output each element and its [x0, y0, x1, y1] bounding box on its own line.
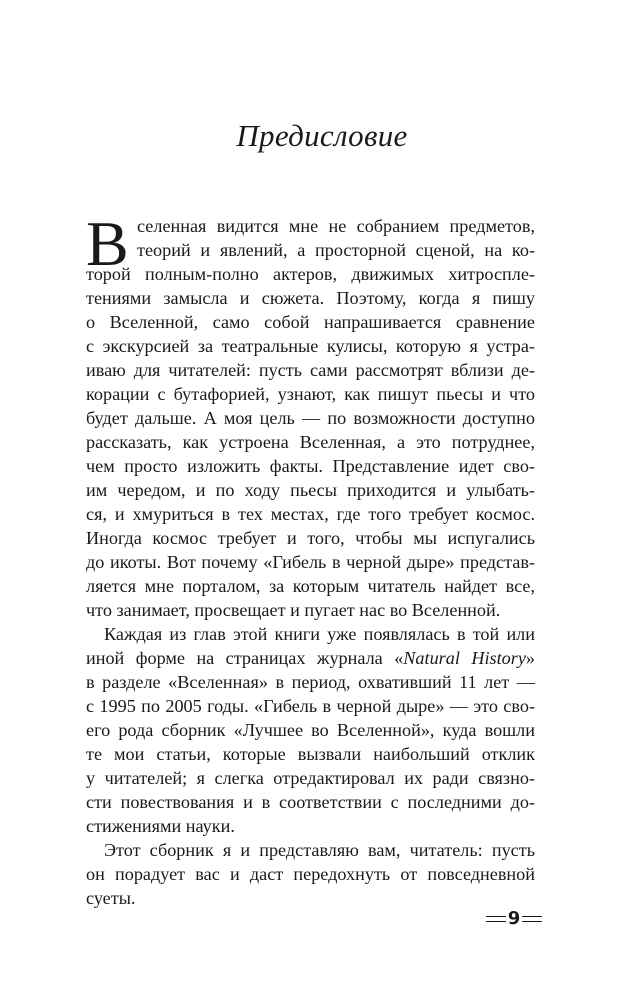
text-line: ся, и хмуриться в тех местах, где того требует космос. [86, 504, 535, 524]
page-number: 9 [507, 908, 521, 929]
text-line: Каждая из глав этой книги уже появлялась в той или [104, 624, 535, 644]
drop-cap-letter: В [86, 208, 129, 279]
text-line: иной форме на страницах журнала «Natural History» [86, 648, 535, 668]
text-line: корации с бутафорией, узнают, как пишут пьесы и что [86, 384, 535, 404]
text-line: Этот сборник я и представляю вам, читатель: пусть [104, 840, 535, 860]
text-line: суеты. [86, 888, 136, 908]
text-line: у читателей; я слегка отредактировал их ради связно- [86, 768, 535, 788]
text-line: торой полным-полно актеров, движимых хитроспле- [86, 264, 535, 284]
text-line: о Вселенной, само собой напрашивается сравнение [86, 312, 535, 332]
text-line: с экскурсией за театральные кулисы, которую я устра- [86, 336, 535, 356]
text-line: тениями замысла и сюжета. Поэтому, когда я пишу [86, 288, 535, 308]
text-line: чем просто изложить факты. Представление идет сво- [86, 456, 535, 476]
text-line: Иногда космос требует и того, чтобы мы испугались [86, 528, 535, 548]
text-line: его рода сборник «Лучшее во Вселенной», куда вошли [86, 720, 535, 740]
chapter-title: Предисловие [236, 118, 408, 153]
text-line: в разделе «Вселенная» в период, охвативший 11 лет — [86, 672, 535, 692]
text-line: рассказать, как устроена Вселенная, а это потруднее, [86, 432, 535, 452]
text-line: теорий и явлений, а просторной сценой, на ко- [137, 240, 535, 260]
text-line: селенная видится мне не собранием предметов, [137, 216, 535, 236]
text-line: что занимает, просвещает и пугает нас во Вселенной. [86, 600, 501, 620]
text-line: сти повествования и в соответствии с последними до- [86, 792, 535, 812]
text-line: стижениями науки. [86, 816, 235, 836]
text-line: ляется мне порталом, за которым читатель найдет все, [86, 576, 535, 596]
page-number-block [486, 906, 542, 932]
text-line: с 1995 по 2005 годы. «Гибель в черной дыре» — это сво- [86, 696, 535, 716]
text-line: иваю для читателей: пусть сами рассмотрят вблизи де- [86, 360, 535, 380]
text-line: до икоты. Вот почему «Гибель в черной дыре» представ- [86, 552, 535, 572]
text-line: те мои статьи, которые вызвали наибольший отклик [86, 744, 535, 764]
journal-name: Natural History [403, 648, 526, 668]
text-line: им чередом, и по ходу пьесы приходится и улыбать- [86, 480, 535, 500]
text-line: он порадует вас и даст передохнуть от повседневной [86, 864, 535, 884]
text-line: будет дальше. А моя цель — по возможности доступно [86, 408, 535, 428]
